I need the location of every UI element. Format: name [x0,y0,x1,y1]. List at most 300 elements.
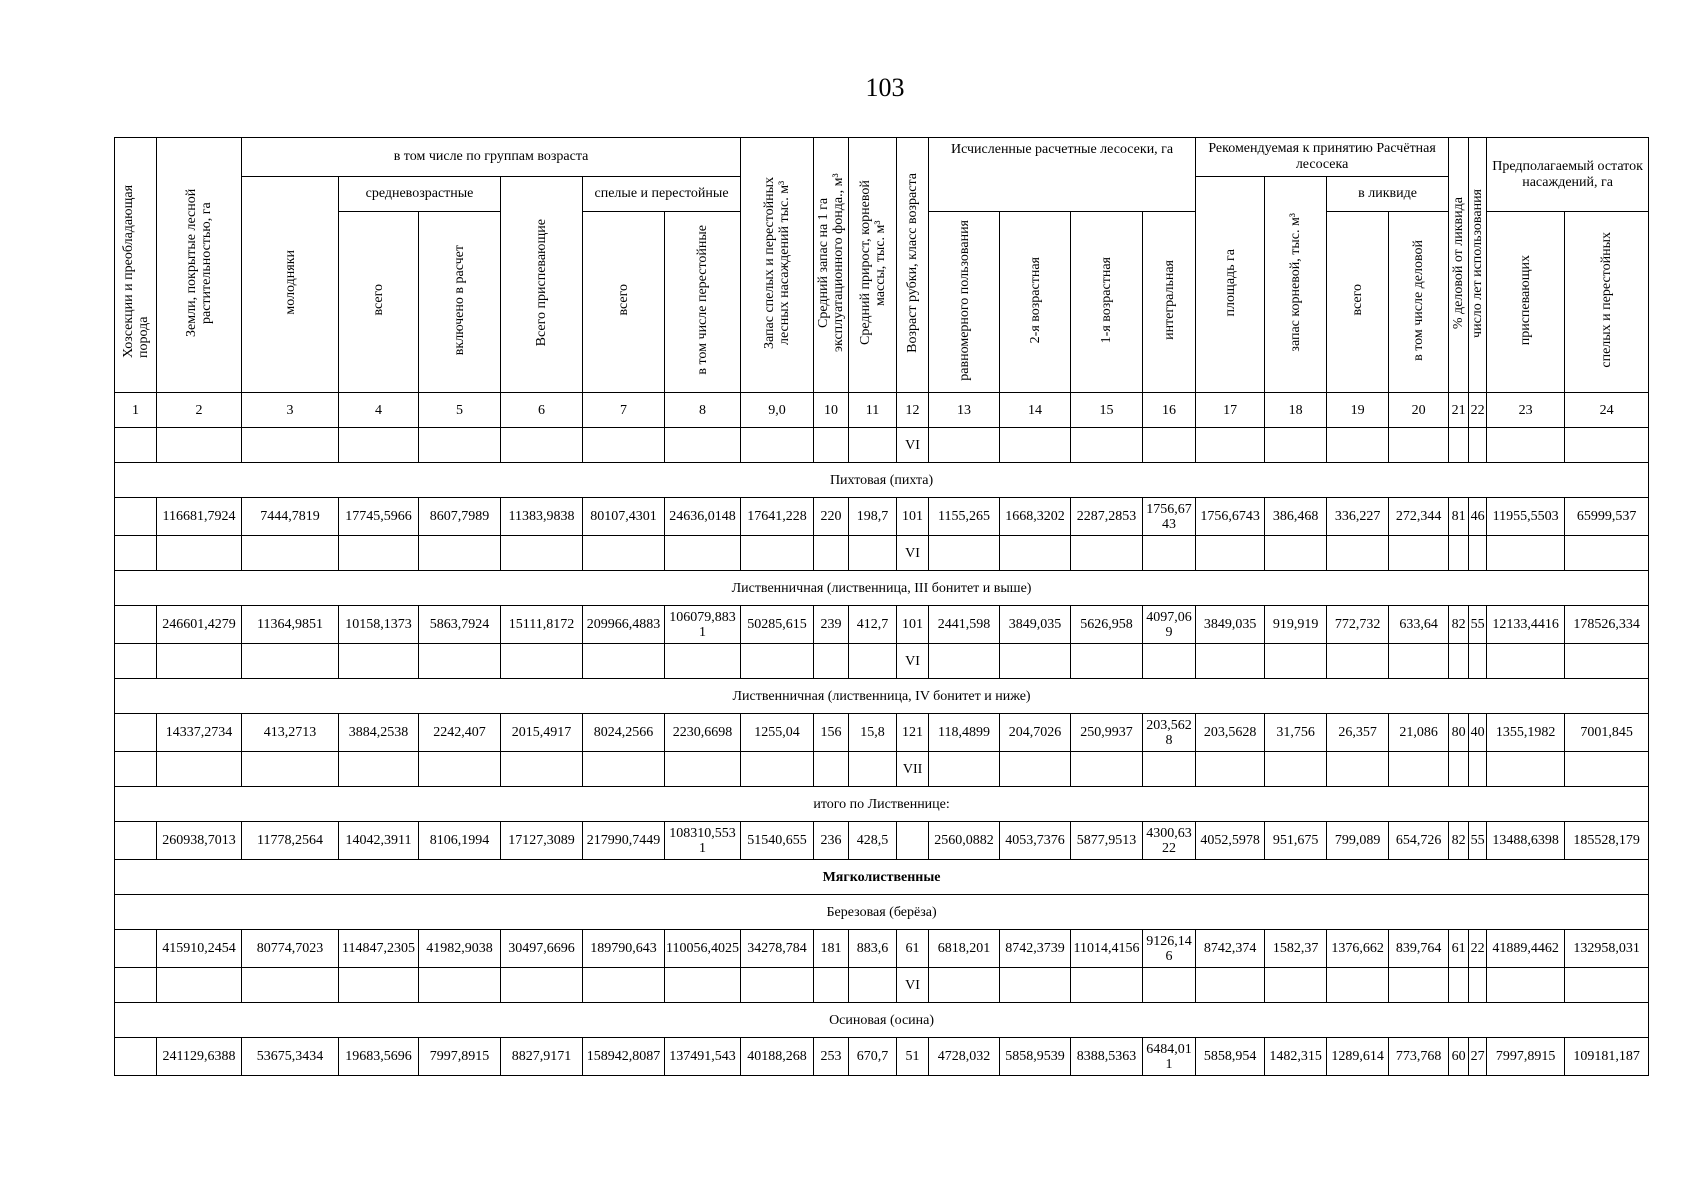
empty-cell [814,536,849,571]
section-row [115,571,1649,606]
data-cell: 428,5 [849,822,897,860]
empty-cell [419,644,501,679]
column-number: 20 [1389,393,1449,428]
column-number: 16 [1143,393,1196,428]
column-number: 17 [1196,393,1265,428]
empty-cell [929,428,1000,463]
column-number: 18 [1265,393,1327,428]
empty-cell [1565,968,1649,1003]
empty-cell [583,428,665,463]
data-cell: 5877,9513 [1071,822,1143,860]
section-title: Лиственничная (лиственница, III бонитет и выше) [115,571,1649,606]
data-cell: 5858,9539 [1000,1038,1071,1076]
empty-cell [1327,752,1389,787]
data-cell: 11364,9851 [242,606,339,644]
data-cell [115,606,157,644]
data-cell: 65999,537 [1565,498,1649,536]
data-cell: 22 [1469,930,1487,968]
empty-cell [1449,752,1469,787]
age-class-cell: VI [897,968,929,1003]
empty-cell [1469,428,1487,463]
empty-cell [929,752,1000,787]
data-cell: 4728,032 [929,1038,1000,1076]
data-cell: 654,726 [1389,822,1449,860]
data-cell [115,930,157,968]
empty-cell [665,644,741,679]
data-cell: 7997,8915 [1487,1038,1565,1076]
data-cell: 137491,543 [665,1038,741,1076]
data-cell: 5858,954 [1196,1038,1265,1076]
section-row [115,895,1649,930]
empty-cell [419,536,501,571]
empty-cell [849,428,897,463]
empty-cell [1196,752,1265,787]
section-title: Осиновая (осина) [115,1003,1649,1038]
data-cell: 40 [1469,714,1487,752]
empty-cell [339,536,419,571]
column-number: 11 [849,393,897,428]
header-young: молодняки [242,177,339,393]
data-cell: 413,2713 [242,714,339,752]
data-cell: 14042,3911 [339,822,419,860]
data-cell: 773,768 [1389,1038,1449,1076]
empty-cell [419,968,501,1003]
empty-cell [1487,968,1565,1003]
empty-cell [419,752,501,787]
empty-cell [115,752,157,787]
data-cell: 80774,7023 [242,930,339,968]
empty-cell [1327,644,1389,679]
empty-cell [1565,428,1649,463]
empty-cell [1265,968,1327,1003]
data-cell: 8106,1994 [419,822,501,860]
empty-cell [849,644,897,679]
header-farm-section: Хозсекции и преобладающая порода [115,138,157,393]
column-number: 14 [1000,393,1071,428]
data-cell: 2015,4917 [501,714,583,752]
column-number: 2 [157,393,242,428]
data-cell: 21,086 [1389,714,1449,752]
data-cell: 181 [814,930,849,968]
header-calculated-cuttings: Исчисленные расчетные лесосеки, га [929,138,1196,212]
data-cell: 1482,315 [1265,1038,1327,1076]
empty-cell [741,968,814,1003]
data-cell: 2242,407 [419,714,501,752]
empty-cell [242,752,339,787]
data-cell: 204,7026 [1000,714,1071,752]
empty-cell [1196,644,1265,679]
data-cell: 670,7 [849,1038,897,1076]
age-class-cell: VII [897,752,929,787]
data-row [115,1038,1649,1076]
empty-cell [665,752,741,787]
header-age-groups: в том числе по группам возраста [242,138,741,177]
column-number: 24 [1565,393,1649,428]
empty-cell [1000,428,1071,463]
data-cell: 55 [1469,606,1487,644]
column-number: 5 [419,393,501,428]
data-cell: 106079,8831 [665,606,741,644]
data-cell: 11014,4156 [1071,930,1143,968]
column-number: 10 [814,393,849,428]
empty-cell [741,536,814,571]
empty-cell [1469,536,1487,571]
empty-cell [157,536,242,571]
header-mature-stock: Запас спелых и перестойных лесных насаждений тыс. м³ [741,138,814,393]
data-cell: 3849,035 [1000,606,1071,644]
empty-cell [1565,644,1649,679]
data-cell: 412,7 [849,606,897,644]
empty-cell [1449,428,1469,463]
page-number: 103 [865,73,905,102]
data-cell: 1355,1982 [1487,714,1565,752]
header-mature-total: всего [583,212,665,393]
header-root-stock: запас корневой, тыс. м³ [1265,177,1327,393]
data-cell: 51 [897,1038,929,1076]
header-mid-included: включено в расчет [419,212,501,393]
column-number: 8 [665,393,741,428]
data-cell: 80107,4301 [583,498,665,536]
empty-cell [339,968,419,1003]
empty-cell [741,752,814,787]
column-number: 19 [1327,393,1389,428]
data-cell: 3884,2538 [339,714,419,752]
data-cell: 4300,6322 [1143,822,1196,860]
empty-cell [1265,428,1327,463]
empty-cell [1449,644,1469,679]
empty-cell [1487,644,1565,679]
data-cell: 15,8 [849,714,897,752]
data-cell: 178526,334 [1565,606,1649,644]
data-cell: 10158,1373 [339,606,419,644]
data-cell: 203,5628 [1143,714,1196,752]
data-cell: 60 [1449,1038,1469,1076]
data-cell: 4053,7376 [1000,822,1071,860]
column-number: 23 [1487,393,1565,428]
empty-cell [242,428,339,463]
forest-cutting-table [114,137,1649,1076]
data-cell: 101 [897,498,929,536]
header-years-of-use: число лет использования [1469,138,1487,393]
data-row [115,930,1649,968]
data-cell: 31,756 [1265,714,1327,752]
data-cell: 209966,4883 [583,606,665,644]
column-number: 15 [1071,393,1143,428]
column-number: 4 [339,393,419,428]
data-cell: 1255,04 [741,714,814,752]
section-row [115,1003,1649,1038]
empty-cell [1469,968,1487,1003]
data-cell: 919,919 [1265,606,1327,644]
data-cell: 17641,228 [741,498,814,536]
empty-cell [157,968,242,1003]
data-cell: 253 [814,1038,849,1076]
data-cell: 55 [1469,822,1487,860]
data-cell: 772,732 [1327,606,1389,644]
empty-cell [814,644,849,679]
empty-cell [929,968,1000,1003]
data-cell: 15111,8172 [501,606,583,644]
data-cell: 336,227 [1327,498,1389,536]
empty-cell [1000,644,1071,679]
data-cell: 839,764 [1389,930,1449,968]
empty-cell [665,428,741,463]
age-class-row [115,644,1649,679]
empty-cell [1071,536,1143,571]
empty-cell [1071,752,1143,787]
empty-cell [814,428,849,463]
data-cell: 2441,598 [929,606,1000,644]
data-cell: 9126,146 [1143,930,1196,968]
data-cell: 633,64 [1389,606,1449,644]
data-cell: 26,357 [1327,714,1389,752]
data-cell: 17127,3089 [501,822,583,860]
empty-cell [849,968,897,1003]
empty-cell [1487,752,1565,787]
empty-cell [1000,536,1071,571]
empty-cell [814,968,849,1003]
header-rem-ripening: приспевающих [1487,212,1565,393]
data-cell: 7444,7819 [242,498,339,536]
empty-cell [115,536,157,571]
empty-cell [1143,644,1196,679]
empty-cell [115,644,157,679]
data-cell: 41889,4462 [1487,930,1565,968]
data-cell: 50285,615 [741,606,814,644]
empty-cell [115,428,157,463]
data-cell [115,498,157,536]
age-class-row [115,752,1649,787]
empty-cell [501,752,583,787]
empty-cell [1000,968,1071,1003]
empty-cell [849,752,897,787]
empty-cell [583,644,665,679]
data-cell: 118,4899 [929,714,1000,752]
section-row [115,787,1649,822]
header-integral: интегральная [1143,212,1196,393]
header-overmature: в том числе перестойные [665,212,741,393]
empty-cell [665,536,741,571]
data-cell: 3849,035 [1196,606,1265,644]
data-cell: 1668,3202 [1000,498,1071,536]
data-cell: 132958,031 [1565,930,1649,968]
data-cell: 8742,374 [1196,930,1265,968]
column-number: 12 [897,393,929,428]
age-class-row [115,428,1649,463]
data-cell: 40188,268 [741,1038,814,1076]
empty-cell [1389,428,1449,463]
header-forested-land: Земли, покрытые лесной растительностью, га [157,138,242,393]
data-cell: 203,5628 [1196,714,1265,752]
column-number-row [115,393,1649,428]
data-cell: 82 [1449,606,1469,644]
empty-cell [929,536,1000,571]
empty-cell [242,968,339,1003]
data-cell: 236 [814,822,849,860]
data-cell: 7001,845 [1565,714,1649,752]
empty-cell [501,644,583,679]
data-cell: 53675,3434 [242,1038,339,1076]
data-cell: 51540,655 [741,822,814,860]
header-area: площадь га [1196,177,1265,393]
section-title: Пихтовая (пихта) [115,463,1649,498]
data-cell: 5863,7924 [419,606,501,644]
data-cell: 34278,784 [741,930,814,968]
empty-cell [157,644,242,679]
empty-cell [1389,536,1449,571]
empty-cell [1071,968,1143,1003]
section-row [115,463,1649,498]
empty-cell [1327,968,1389,1003]
empty-cell [501,428,583,463]
data-cell: 8024,2566 [583,714,665,752]
age-class-cell: VI [897,644,929,679]
header-avg-stock: Средний запас на 1 га эксплуатационного фонда., м³ [814,138,849,393]
empty-cell [1196,428,1265,463]
age-class-row [115,536,1649,571]
section-row [115,860,1649,895]
empty-cell [741,644,814,679]
empty-cell [1389,644,1449,679]
section-title: Лиственничная (лиственница, IV бонитет и ниже) [115,679,1649,714]
data-cell: 108310,5531 [665,822,741,860]
header-remainder: Предполагаемый остаток насаждений, га [1487,138,1649,212]
empty-cell [501,968,583,1003]
header-cutting-age: Возраст рубки, класс возраста [897,138,929,393]
empty-cell [1143,536,1196,571]
data-cell: 11778,2564 [242,822,339,860]
data-cell: 4097,069 [1143,606,1196,644]
data-cell: 158942,8087 [583,1038,665,1076]
data-cell: 189790,643 [583,930,665,968]
data-row [115,498,1649,536]
data-cell: 11383,9838 [501,498,583,536]
data-cell: 109181,187 [1565,1038,1649,1076]
empty-cell [1327,428,1389,463]
data-cell: 11955,5503 [1487,498,1565,536]
data-cell: 883,6 [849,930,897,968]
data-cell: 6818,201 [929,930,1000,968]
data-cell: 27 [1469,1038,1487,1076]
empty-cell [741,428,814,463]
data-cell: 156 [814,714,849,752]
header-ripening: Всего приспевающие [501,177,583,393]
data-cell: 101 [897,606,929,644]
data-cell: 198,7 [849,498,897,536]
data-cell: 61 [1449,930,1469,968]
data-cell: 81 [1449,498,1469,536]
empty-cell [814,752,849,787]
column-number: 13 [929,393,1000,428]
empty-cell [583,752,665,787]
column-number: 7 [583,393,665,428]
data-cell: 19683,5696 [339,1038,419,1076]
empty-cell [1327,536,1389,571]
age-class-cell: VI [897,428,929,463]
data-cell: 8388,5363 [1071,1038,1143,1076]
empty-cell [929,644,1000,679]
data-cell: 2230,6698 [665,714,741,752]
empty-cell [339,644,419,679]
data-cell: 1155,265 [929,498,1000,536]
data-cell: 6484,011 [1143,1038,1196,1076]
data-cell [115,1038,157,1076]
column-number: 9,0 [741,393,814,428]
data-row [115,822,1649,860]
age-class-cell: VI [897,536,929,571]
section-title: итого по Лиственнице: [115,787,1649,822]
data-cell: 7997,8915 [419,1038,501,1076]
empty-cell [157,752,242,787]
age-class-row [115,968,1649,1003]
empty-cell [339,428,419,463]
empty-cell [1265,536,1327,571]
empty-cell [1196,536,1265,571]
data-cell: 80 [1449,714,1469,752]
data-cell: 2560,0882 [929,822,1000,860]
empty-cell [1143,428,1196,463]
header-avg-growth: Средний прирост, корневой массы, тыс. м³ [849,138,897,393]
data-cell: 415910,2454 [157,930,242,968]
data-cell: 8827,9171 [501,1038,583,1076]
column-number: 3 [242,393,339,428]
data-cell: 30497,6696 [501,930,583,968]
data-row [115,714,1649,752]
data-cell: 1756,6743 [1196,498,1265,536]
section-row [115,679,1649,714]
data-cell: 14337,2734 [157,714,242,752]
data-cell: 1289,614 [1327,1038,1389,1076]
empty-cell [1196,968,1265,1003]
data-cell: 114847,2305 [339,930,419,968]
header-mature: спелые и перестойные [583,177,741,212]
empty-cell [1265,644,1327,679]
header-mid-total: всего [339,212,419,393]
data-cell: 61 [897,930,929,968]
data-cell: 386,468 [1265,498,1327,536]
data-cell: 951,675 [1265,822,1327,860]
data-cell: 4052,5978 [1196,822,1265,860]
data-cell: 260938,7013 [157,822,242,860]
header-business-wood: в том числе деловой [1389,212,1449,393]
empty-cell [1389,752,1449,787]
empty-cell [242,644,339,679]
empty-cell [1469,644,1487,679]
data-cell: 1582,37 [1265,930,1327,968]
data-cell [115,714,157,752]
empty-cell [665,968,741,1003]
empty-cell [419,428,501,463]
data-cell: 13488,6398 [1487,822,1565,860]
header-middle-aged: средневозрастные [339,177,501,212]
data-cell: 217990,7449 [583,822,665,860]
empty-cell [1143,968,1196,1003]
data-cell: 12133,4416 [1487,606,1565,644]
data-cell: 220 [814,498,849,536]
data-cell [897,822,929,860]
header-recommended-cutting: Рекомендуемая к принятию Расчётная лесосека [1196,138,1449,177]
data-cell: 17745,5966 [339,498,419,536]
data-cell: 246601,4279 [157,606,242,644]
data-cell: 272,344 [1389,498,1449,536]
section-title: Березовая (берёза) [115,895,1649,930]
empty-cell [1265,752,1327,787]
empty-cell [583,968,665,1003]
empty-cell [501,536,583,571]
data-cell: 799,089 [1327,822,1389,860]
data-cell: 46 [1469,498,1487,536]
header-business-percent: % деловой от ликвида [1449,138,1469,393]
